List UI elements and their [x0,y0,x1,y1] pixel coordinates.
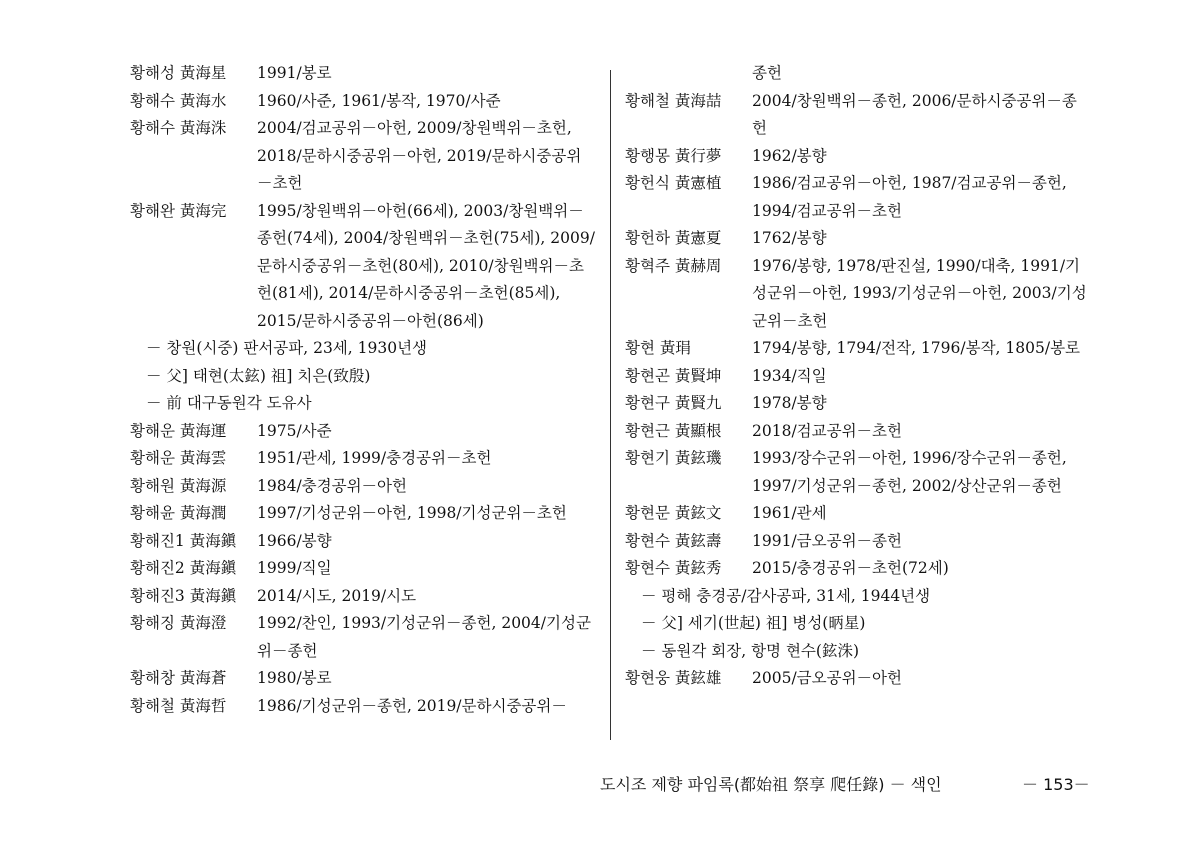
entry-name: 황현 黃琄 [625,339,691,357]
entry-record: 1934/직일 [752,366,827,385]
sub-note: － 동원각 회장, 항명 현수(鉉洙) [641,641,859,660]
entry-name: 황현웅 黃鉉雄 [625,669,722,687]
entry-name: 황헌하 黃憲夏 [625,229,722,247]
entry-record: 2014/시도, 2019/시도 [257,586,417,605]
index-entry [625,253,1090,336]
index-entry [625,500,1090,528]
index-entry [130,500,595,528]
index-entry [130,60,595,88]
entry-record: 2015/충경공위－초헌(72세) [752,559,949,577]
entry-name: 황해윤 黃海潤 [130,504,227,522]
entry-name: 황해징 黃海澄 [130,614,227,632]
entry-name: 황해철 黃海喆 [625,91,722,110]
sub-note: － 평해 충경공/감사공파, 31세, 1944년생 [641,586,931,605]
entry-name: 황해원 黃海源 [130,476,227,495]
index-entry [130,665,595,693]
entry-record: 1986/검교공위－아헌, 1987/검교공위－종헌, 1994/검교공위－초헌 [752,174,1067,220]
index-entry [625,88,1090,143]
entry-record: 2005/금오공위－아헌 [752,669,903,687]
index-entry [130,528,595,556]
sub-note: － 前 대구동원각 도유사 [146,394,312,412]
entry-name: 황현구 黃賢九 [625,394,722,412]
entry-name: 황현수 黃鉉秀 [625,559,722,577]
entry-record: 1992/찬인, 1993/기성군위－종헌, 2004/기성군위－종헌 [257,614,591,660]
entry-record: 1978/봉향 [752,394,827,412]
index-entry [625,170,1090,225]
entry-record: 1975/사준 [257,421,332,440]
index-entry [130,610,595,665]
index-entry [130,198,595,336]
entry-record: 1794/봉향, 1794/전작, 1796/봉작, 1805/봉로 [752,339,1081,357]
entry-record: 1984/충경공위－아헌 [257,476,408,495]
entry-name: 황행몽 黃行夢 [625,146,722,165]
entry-name: 황해완 黃海完 [130,201,227,220]
entry-record: 2018/검교공위－초헌 [752,421,903,440]
footer-title: 도시조 제향 파임록(都始祖 祭享 爬任錄) － 색인 [600,775,942,794]
index-entry [130,555,595,583]
entry-record: 1966/봉향 [257,531,332,550]
index-entry [130,418,595,446]
index-entry [625,390,1090,418]
entry-name: 황해진3 黃海鎭 [130,586,237,605]
index-entry [625,60,1090,88]
entry-record: 1980/봉로 [257,669,332,687]
left-index-column [130,60,595,720]
entry-name: 황해진1 黃海鎭 [130,531,237,550]
index-entry [625,418,1090,446]
entry-record: 1951/관세, 1999/충경공위－초헌 [257,449,492,467]
index-entry [625,665,1090,693]
entry-name: 황해수 黃海水 [130,91,227,110]
index-entry [130,445,595,473]
entry-name: 황해성 黃海星 [130,64,227,82]
entry-name: 황현기 黃鉉璣 [625,449,722,467]
entry-name: 황현수 黃鉉壽 [625,531,722,550]
sub-note: － 父] 세기(世起) 祖] 병성(昞星) [641,614,866,632]
entry-name: 황해창 黃海蒼 [130,669,227,687]
entry-name: 황현근 黃顯根 [625,421,722,440]
index-entry [625,335,1090,363]
entry-name: 황해수 黃海洙 [130,119,227,137]
index-entry [625,143,1090,171]
index-entry [130,115,595,198]
entry-record: 1962/봉향 [752,146,827,165]
index-entry [625,528,1090,556]
index-entry [625,225,1090,253]
entry-record: 1976/봉향, 1978/판진설, 1990/대축, 1991/기성군위－아헌, 1993/기성군위－아헌, 2003/기성군위－초헌 [752,256,1087,330]
index-entry [625,363,1090,391]
entry-name: 황해운 黃海雲 [130,449,227,467]
entry-record: 1997/기성군위－아헌, 1998/기성군위－초헌 [257,504,567,522]
entry-record: 1991/금오공위－종헌 [752,531,903,550]
entry-name: 황해진2 黃海鎭 [130,559,237,577]
entry-record: 1993/장수군위－아헌, 1996/장수군위－종헌, 1997/기성군위－종헌, 2002/상산군위－종헌 [752,449,1067,495]
index-entry [625,555,1090,583]
entry-record: 1762/봉향 [752,229,827,247]
entry-name: 황헌식 黃憲植 [625,174,722,192]
entry-name: 황현문 黃鉉文 [625,504,722,522]
index-entry [625,445,1090,500]
column-divider [610,70,611,740]
entry-name: 황혁주 黃赫周 [625,256,722,275]
index-entry [130,88,595,116]
entry-record: 1991/봉로 [257,64,332,82]
sub-note: － 父] 태현(太鉉) 祖] 치은(致殷) [146,366,371,385]
entry-record: 1986/기성군위－종헌, 2019/문하시중공위－ [257,696,567,715]
right-index-column [625,60,1090,693]
entry-record: 종헌 [752,64,782,82]
entry-record: 1961/관세 [752,504,827,522]
index-entry [130,693,595,721]
entry-record: 1960/사준, 1961/봉작, 1970/사준 [257,91,501,110]
entry-record: 2004/검교공위－아헌, 2009/창원백위－초헌, 2018/문하시중공위－아헌, 2019/문하시중공위－초헌 [257,119,582,192]
index-entry [130,473,595,501]
entry-record: 1999/직일 [257,559,332,577]
index-entry [130,583,595,611]
entry-record: 2004/창원백위－종헌, 2006/문하시중공위－종헌 [752,91,1077,137]
entry-name: 황해철 黃海哲 [130,696,227,715]
page-number: － 153－ [1022,775,1090,794]
entry-record: 1995/창원백위－아헌(66세), 2003/창원백위－종헌(74세), 2004/창원백위－초헌(75세), 2009/문하시중공위－초헌(80세), 2010/창원백위－초헌(81세), 2014/문하시중공위－초헌(85세), 2015/문하시중공위－아헌(86세) [257,201,595,330]
sub-note: － 창원(시중) 판서공파, 23세, 1930년생 [146,339,428,357]
entry-name: 황현곤 黃賢坤 [625,366,722,385]
entry-name: 황해운 黃海運 [130,421,227,440]
